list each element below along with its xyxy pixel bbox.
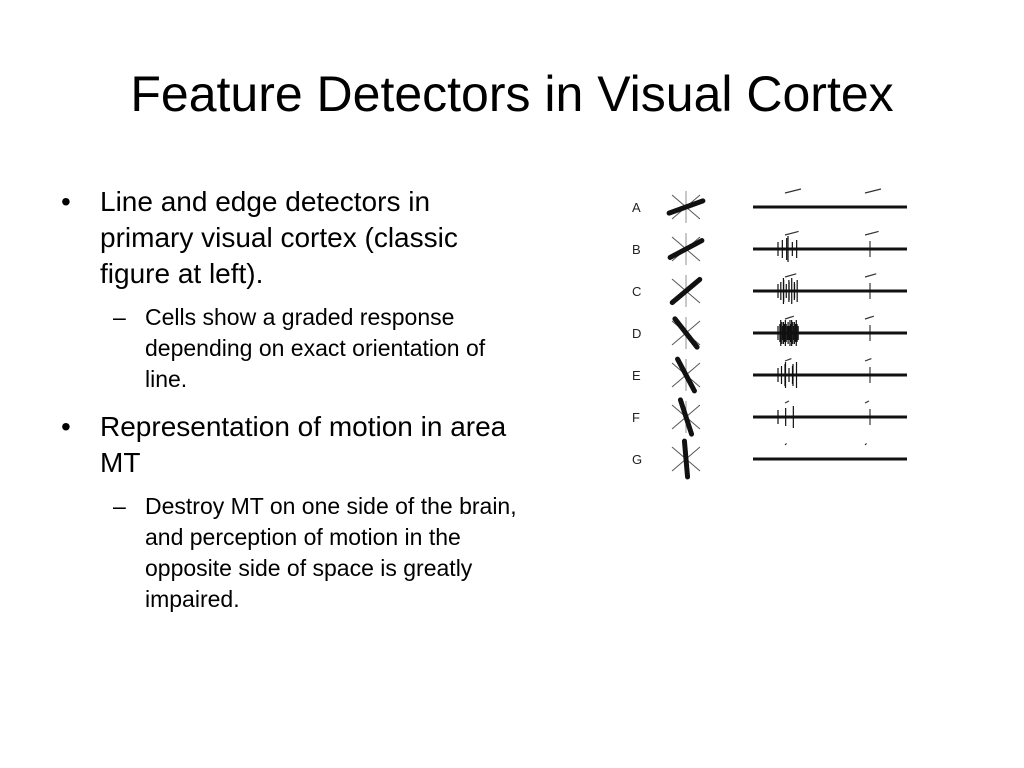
sub-bullet-text: Destroy MT on one side of the brain, and perception of motion in the opposite side of space is greatly impaired. — [145, 493, 517, 612]
row-label: F — [632, 410, 640, 425]
stimulus-marker — [785, 189, 801, 193]
orientation-tuning-svg — [620, 170, 920, 490]
bullet-text: Line and edge detectors in primary visual cortex (classic figure at left). — [100, 186, 458, 289]
stimulus-marker — [785, 231, 799, 235]
orientation-tuning-figure — [620, 170, 920, 490]
bullet-list — [58, 184, 518, 629]
bullet-marker: • — [61, 411, 71, 442]
sub-bullet-item — [58, 302, 518, 395]
sub-bullet-item — [58, 491, 518, 615]
bullet-marker: • — [61, 186, 71, 217]
stimulus-marker — [785, 316, 794, 319]
stimulus-marker — [785, 401, 789, 403]
row-label: B — [632, 242, 641, 257]
bullet-item — [58, 184, 518, 292]
stimulus-marker — [865, 401, 869, 403]
sub-bullet-marker: – — [113, 493, 126, 519]
row-label: D — [632, 326, 642, 341]
stimulus-marker — [865, 189, 881, 193]
stimulus-marker — [785, 274, 796, 277]
row-label: A — [632, 200, 641, 215]
row-label: E — [632, 368, 641, 383]
stimulus-marker — [865, 274, 876, 277]
stimulus-marker — [865, 231, 879, 235]
bullet-text: Representation of motion in area MT — [100, 411, 507, 478]
stimulus-marker — [865, 316, 874, 319]
row-label: C — [632, 284, 642, 299]
stimulus-marker — [865, 443, 867, 445]
stimulus-marker — [785, 359, 791, 361]
stimulus-marker — [785, 443, 787, 445]
sub-bullet-text: Cells show a graded response depending on exact orientation of line. — [145, 304, 486, 392]
sub-bullet-marker: – — [113, 304, 126, 330]
row-label: G — [632, 452, 643, 467]
stimulus-marker — [865, 359, 871, 361]
bullet-item — [58, 409, 518, 481]
stimulus-bar — [684, 441, 687, 477]
slide-title: Feature Detectors in Visual Cortex — [130, 66, 894, 122]
